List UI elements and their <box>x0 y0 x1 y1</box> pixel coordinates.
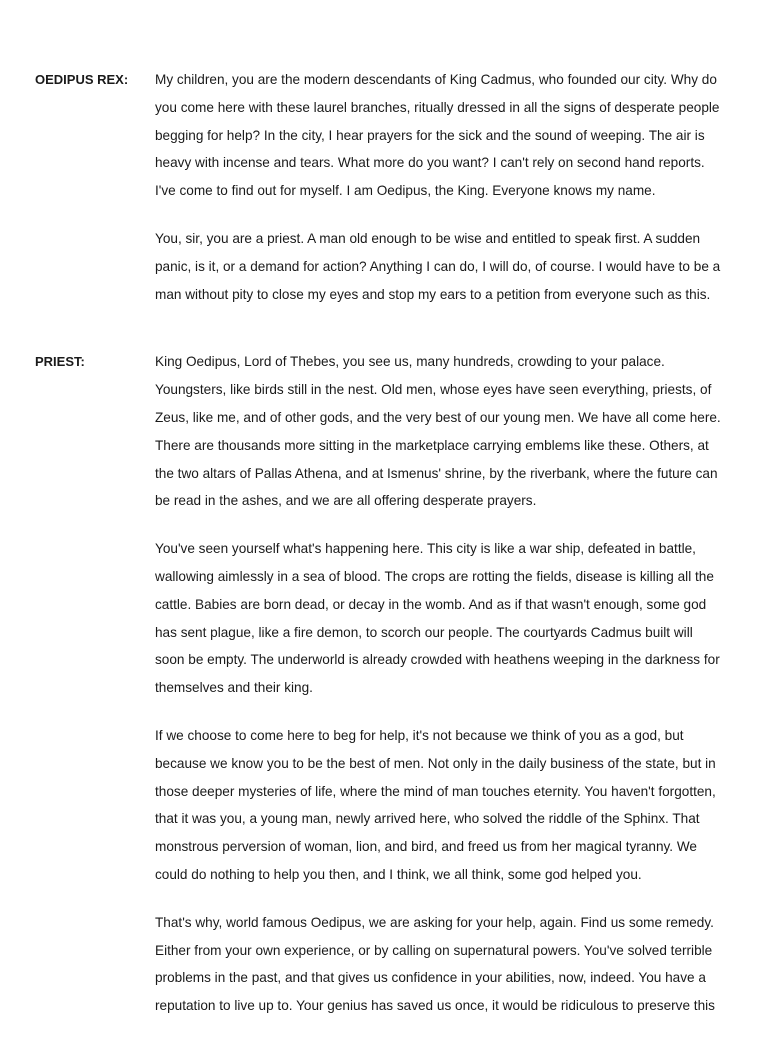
paragraph <box>155 909 745 1020</box>
text-line: My children, you are the modern descendants of King Cadmus, who founded our city. Why do <box>155 72 717 87</box>
text-line: be read in the ashes, and we are all offering desperate prayers. <box>155 493 537 509</box>
script-page <box>0 66 768 1060</box>
text-line: cattle. Babies are born dead, or decay in the womb. And as if that wasn't enough, some god <box>155 596 707 612</box>
text-line: Either from your own experience, or by calling on supernatural powers. You've solved terrible <box>155 942 713 958</box>
text-line: begging for help? In the city, I hear prayers for the sick and the sound of weeping. The air is <box>155 127 705 143</box>
text-line: heavy with incense and tears. What more do you want? I can't rely on second hand reports. <box>155 155 705 171</box>
paragraph <box>155 722 745 889</box>
text-line: the two altars of Pallas Athena, and at Ismenus' shrine, by the riverbank, where the future can <box>155 465 718 481</box>
text-line: King Oedipus, Lord of Thebes, you see us, many hundreds, crowding to your palace. <box>155 354 665 370</box>
paragraph <box>155 348 745 515</box>
speech-text <box>155 348 745 1040</box>
text-line: reputation to live up to. Your genius has saved us once, it would be ridiculous to preserve this <box>155 998 715 1014</box>
text-line: monstrous perversion of woman, lion, and bird, and freed us from her magical tyranny. We <box>155 839 697 855</box>
speaker-name: OEDIPUS REX: <box>35 72 129 87</box>
text-line: has sent plague, like a fire demon, to scorch our people. The courtyards Cadmus built will <box>155 624 693 640</box>
text-line: If we choose to come here to beg for help, it's not because we think of you as a god, but <box>155 727 684 743</box>
text-line: You've seen yourself what's happening here. This city is like a war ship, defeated in battle, <box>155 541 696 557</box>
speech-text <box>155 66 745 328</box>
speaker-name: PRIEST: <box>35 354 85 370</box>
text-line: soon be empty. The underworld is already crowded with heathens weeping in the darkness for <box>155 652 720 668</box>
text-line: You, sir, you are a priest. A man old enough to be wise and entitled to speak first. A sudden <box>155 230 701 246</box>
paragraph <box>155 225 745 308</box>
speech-priest <box>0 348 768 1040</box>
text-line: that it was you, a young man, newly arrived here, who solved the riddle of the Sphinx. That <box>155 811 700 827</box>
text-line: There are thousands more sitting in the marketplace carrying emblems like these. Others, at <box>155 437 709 453</box>
text-line: those deeper mysteries of life, where the mind of man touches eternity. You haven't forgotten, <box>155 783 716 799</box>
speech-oedipus <box>0 66 768 328</box>
text-line: because we know you to be the best of men. Not only in the daily business of the state, but in <box>155 755 716 771</box>
text-line: themselves and their king. <box>155 680 313 696</box>
paragraph <box>155 66 745 205</box>
text-line: I've come to find out for myself. I am Oedipus, the King. Everyone knows my name. <box>155 183 656 199</box>
text-line: That's why, world famous Oedipus, we are asking for your help, again. Find us some remedy. <box>155 914 714 930</box>
text-line: problems in the past, and that gives us confidence in your abilities, now, indeed. You have a <box>155 970 706 986</box>
text-line: Youngsters, like birds still in the nest. Old men, whose eyes have seen everything, priests, of <box>155 382 712 398</box>
text-line: man without pity to close my eyes and stop my ears to a petition from everyone such as this. <box>155 286 711 302</box>
text-line: Zeus, like me, and of other gods, and the very best of our young men. We have all come here. <box>155 409 721 425</box>
text-line: could do nothing to help you then, and I think, we all think, some god helped you. <box>155 866 642 882</box>
text-line: panic, is it, or a demand for action? Anything I can do, I will do, of course. I would have to be a <box>155 258 721 274</box>
text-line: you come here with these laurel branches, ritually dressed in all the signs of desperate people <box>155 99 720 115</box>
paragraph <box>155 535 745 702</box>
text-line: wallowing aimlessly in a sea of blood. The crops are rotting the fields, disease is killing all the <box>155 568 714 584</box>
